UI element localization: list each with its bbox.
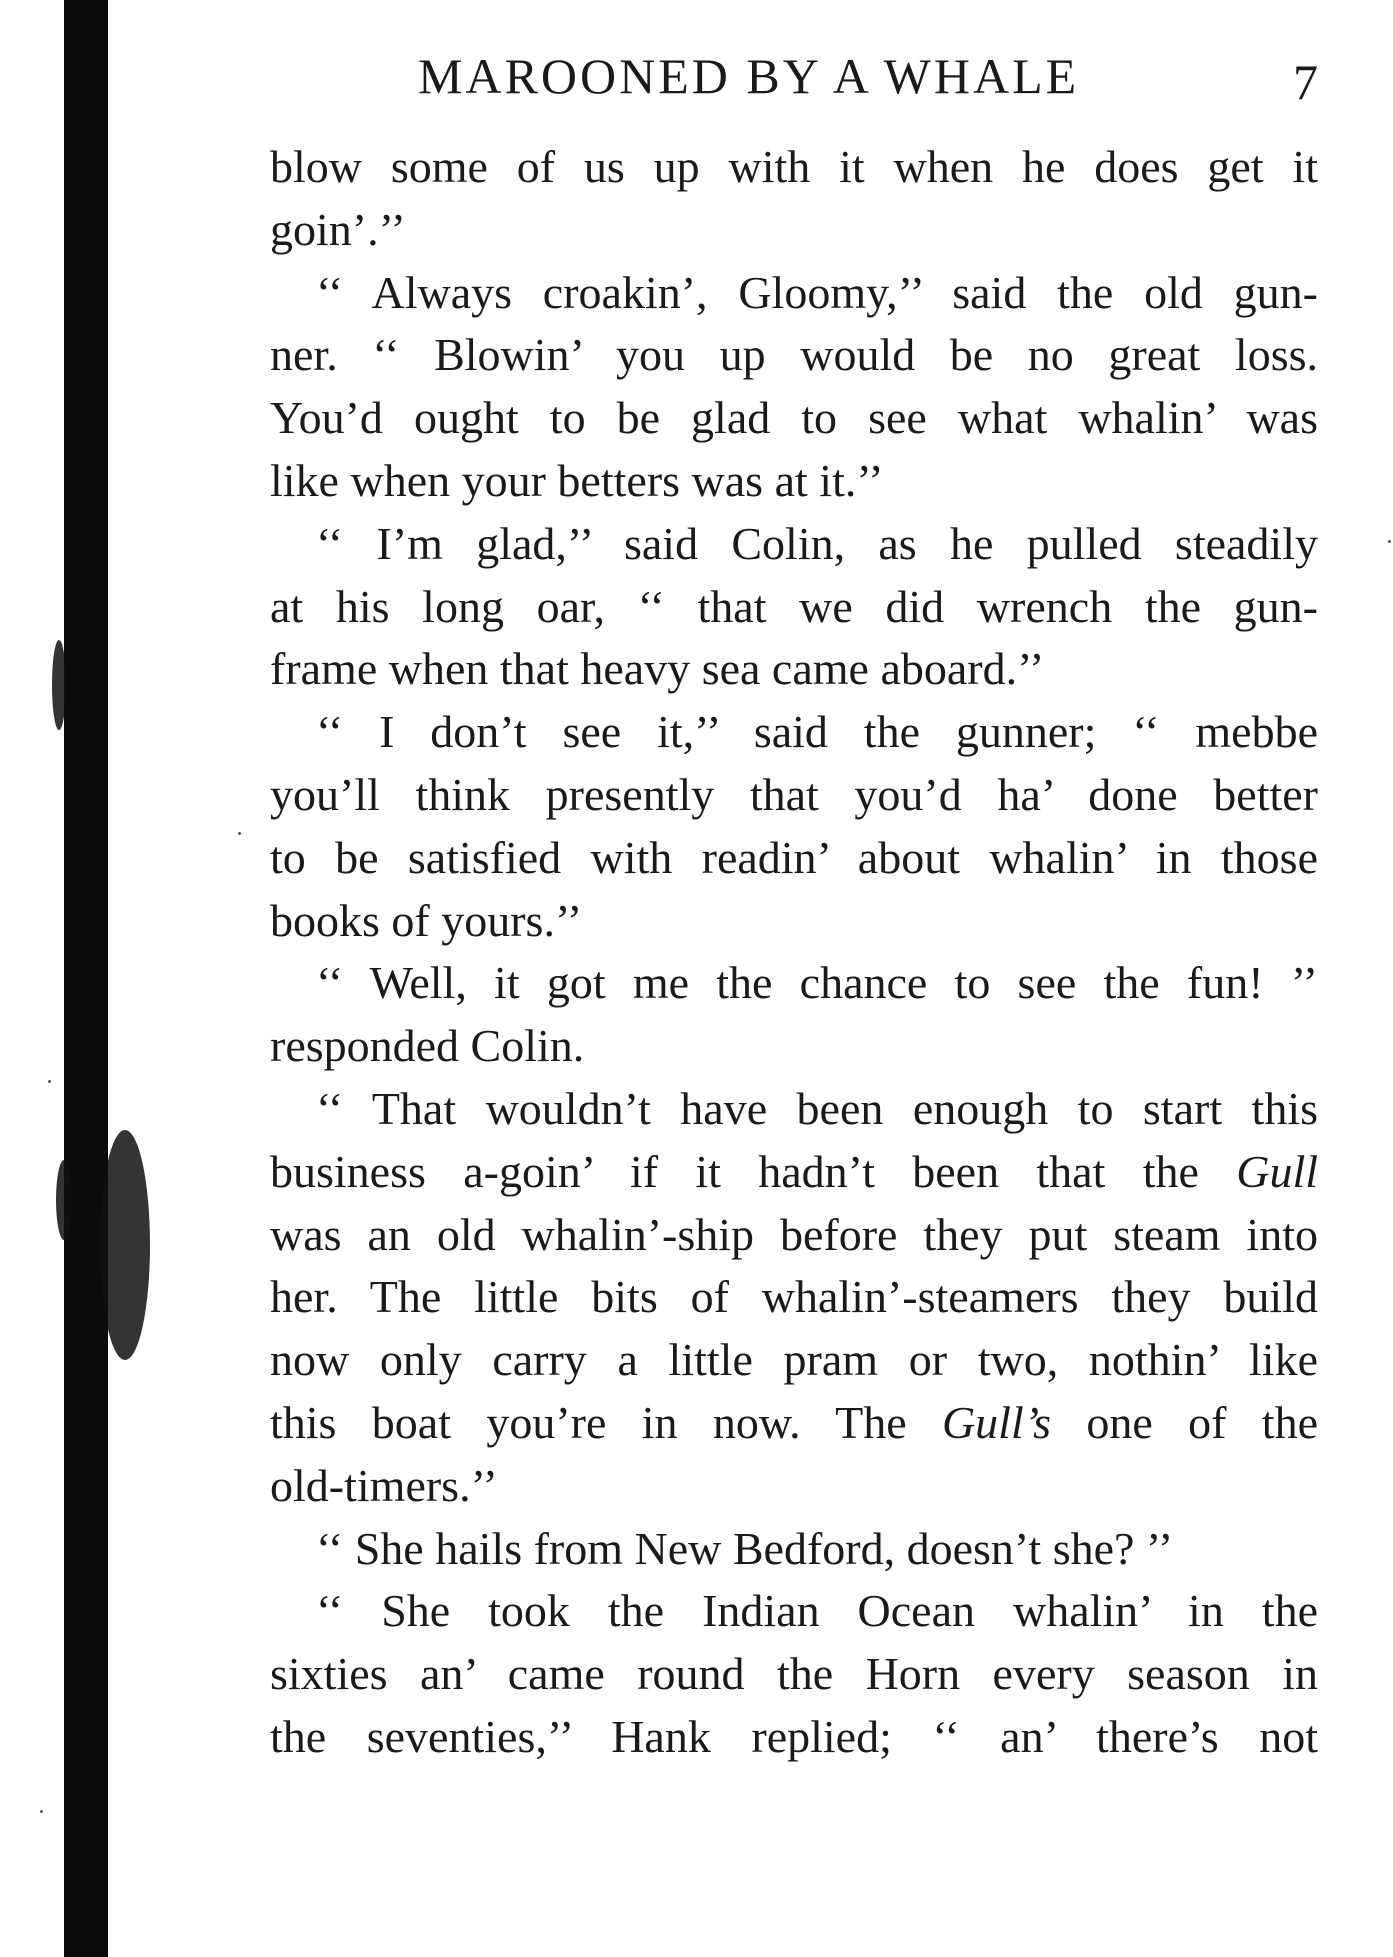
text-line: ‘‘ She hails from New Bedford, doesn’t she? ’’ <box>316 1522 1174 1574</box>
text-span: business a-goin’ if it hadn’t been that the <box>270 1145 1237 1197</box>
text-line: old-timers.’’ <box>270 1459 498 1511</box>
text-line: sixties an’ came round the Horn every season in <box>270 1648 1318 1700</box>
text-line: books of yours.’’ <box>270 894 583 946</box>
text-line: goin’.’’ <box>270 203 406 255</box>
page-spine <box>0 0 110 1957</box>
text-line <box>270 1392 1318 1455</box>
text-line: frame when that heavy sea came aboard.’’ <box>270 643 1045 695</box>
text-line: responded Colin. <box>270 1020 585 1072</box>
text-line: ‘‘ Always croakin’, Gloomy,’’ said the old gun- <box>316 266 1318 318</box>
text-span: one of the <box>1051 1396 1318 1448</box>
binding-smudge <box>100 1130 150 1360</box>
paper-speck <box>40 1810 43 1813</box>
text-span: this boat you’re in now. The <box>270 1396 942 1448</box>
text-line: now only carry a little pram or two, nothin’ like <box>270 1334 1318 1386</box>
text-line: like when your betters was at it.’’ <box>270 454 884 506</box>
ship-name-italic: Gull’s <box>941 1396 1052 1448</box>
text-line: ner. ‘‘ Blowin’ you up would be no great loss. <box>270 329 1318 381</box>
page-number: 7 <box>1293 54 1318 110</box>
text-line: to be satisfied with readin’ about whalin’ in those <box>270 831 1318 883</box>
text-line: ‘‘ Well, it got me the chance to see the fun! ’’ <box>316 957 1318 1009</box>
text-line: you’ll think presently that you’d ha’ done better <box>270 768 1318 820</box>
running-header <box>270 46 1318 110</box>
text-line: ‘‘ She took the Indian Ocean whalin’ in the <box>316 1585 1318 1637</box>
text-line: blow some of us up with it when he does get it <box>270 141 1318 192</box>
text-line: You’d ought to be glad to see what whalin’ was <box>270 392 1318 444</box>
text-line: the seventies,’’ Hank replied; ‘‘ an’ there’s not <box>270 1710 1318 1762</box>
binding-smudge <box>56 1160 72 1240</box>
ship-name-italic: Gull <box>1236 1145 1318 1197</box>
body-text <box>270 136 1318 1769</box>
paper-speck <box>238 832 241 835</box>
text-line: was an old whalin’-ship before they put steam into <box>270 1208 1318 1260</box>
text-line: at his long oar, ‘‘ that we did wrench the gun- <box>270 580 1318 632</box>
paper-speck <box>48 1080 51 1083</box>
paper-speck <box>1388 540 1391 543</box>
text-line <box>270 1141 1318 1204</box>
text-line: her. The little bits of whalin’-steamers they build <box>270 1271 1318 1323</box>
binding-smudge <box>52 640 66 730</box>
text-line: ‘‘ I’m glad,’’ said Colin, as he pulled steadily <box>316 517 1318 569</box>
text-line: ‘‘ I don’t see it,’’ said the gunner; ‘‘ mebbe <box>316 706 1318 758</box>
running-title: MAROONED BY A WHALE <box>418 48 1080 104</box>
binding-shadow <box>64 0 108 1957</box>
text-line: ‘‘ That wouldn’t have been enough to start this <box>316 1082 1318 1134</box>
